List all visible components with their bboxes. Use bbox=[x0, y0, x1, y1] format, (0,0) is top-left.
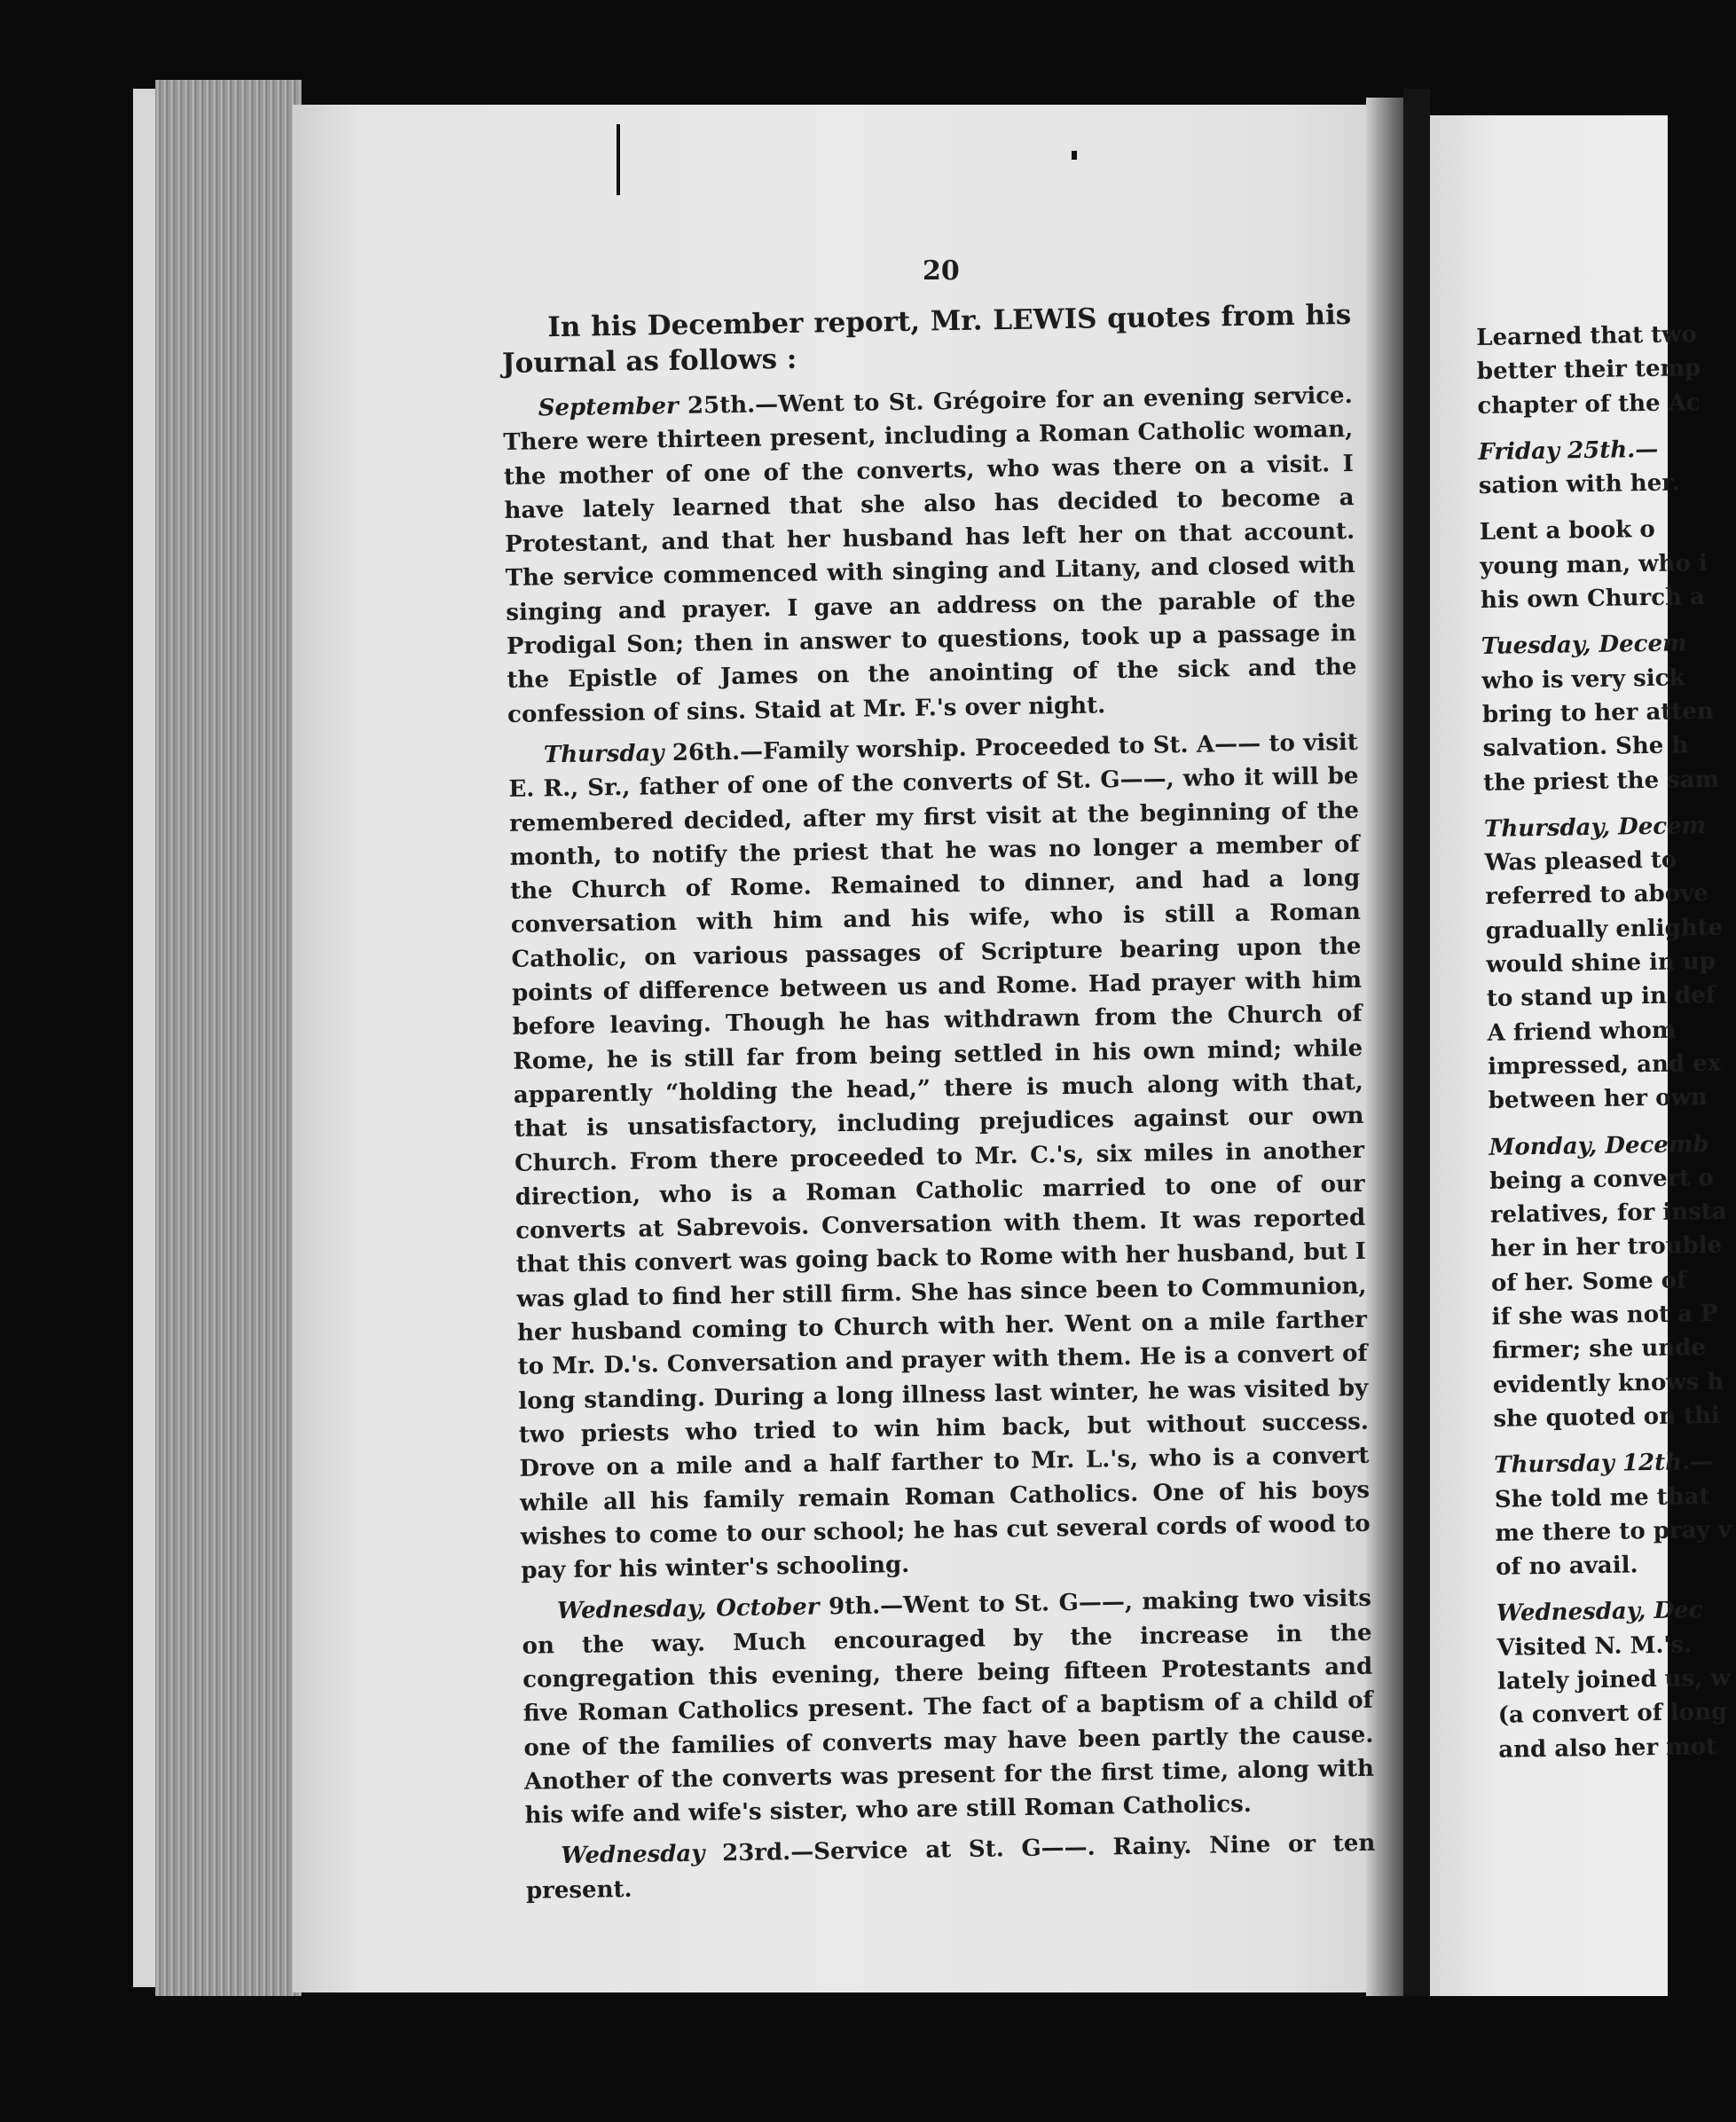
right-page-line: Thursday, Decem bbox=[1483, 812, 1707, 843]
journal-entry bbox=[522, 1582, 1375, 1833]
right-page-line: Thursday 12th.— bbox=[1494, 1449, 1714, 1480]
right-page-line: firmer; she unde bbox=[1492, 1334, 1707, 1365]
right-page-line: referred to above bbox=[1484, 880, 1709, 911]
left-page-text bbox=[501, 297, 1376, 1915]
right-page-line: his own Church a bbox=[1480, 584, 1706, 615]
right-page-line: between her own bbox=[1488, 1084, 1708, 1115]
right-page-line: Wednesday, Dec bbox=[1496, 1597, 1703, 1628]
right-page-line: me there to pray v bbox=[1495, 1516, 1732, 1547]
right-page-line: being a convert o bbox=[1489, 1164, 1714, 1195]
stray-mark bbox=[1072, 151, 1077, 160]
entry-date: Wednesday bbox=[561, 1841, 705, 1870]
right-page-line: Tuesday, Decem bbox=[1481, 630, 1687, 661]
right-page-line: bring to her atten bbox=[1481, 697, 1714, 728]
journal-entry bbox=[525, 1827, 1376, 1908]
right-page-line: chapter of the Ac bbox=[1477, 389, 1701, 420]
right-page-line: if she was not a P bbox=[1491, 1300, 1718, 1331]
entry-date: September bbox=[538, 392, 679, 422]
right-page-line: (a convert of long bbox=[1497, 1699, 1728, 1730]
right-page-line: Was pleased to bbox=[1484, 846, 1677, 877]
right-page-line: to stand up in def bbox=[1486, 982, 1716, 1013]
right-page-line: evidently knows h bbox=[1492, 1368, 1724, 1399]
right-page-line: lately joined us, w bbox=[1496, 1664, 1731, 1695]
right-page-line: Lent a book o bbox=[1479, 516, 1655, 546]
right-page-line: Learned that two bbox=[1476, 321, 1698, 351]
right-page-line: She told me that bbox=[1494, 1482, 1710, 1513]
stray-mark bbox=[617, 124, 620, 195]
right-page-text bbox=[1476, 318, 1730, 1767]
entry-text: 9th.—Went to St. G——, making two visits on the way. Much encouraged by the increase in the congregation this evening, there being fifteen Protestants and five Roman Catholics present. The fact of a baptism of a child of one of the families of converts may have been partly the cause. Another of the converts was present for the first time, along with his wife and wife's sister, who are still Roman Catholics. bbox=[522, 1585, 1375, 1829]
right-page-line: who is very sick bbox=[1481, 664, 1685, 695]
entry-text: 25th.—Went to St. Grégoire for an evening service. There were thirteen present, including a Roman Catholic woman, the mother of one of the converts, who was there on a visit. I have lately learned that she also has decided to become a Protestant, and that her husband has left her on that account. The service commenced with singing and Litany, and closed with singing and prayer. I gave an address on the parable of the Prodigal Son; then in answer to questions, took up a passage in the Epistle of James on the anointing of the sick and the confession of sins. Staid at Mr. F.'s over night. bbox=[503, 381, 1357, 728]
right-page-line: her in her trouble bbox=[1490, 1232, 1723, 1263]
page-stack-edges bbox=[155, 80, 302, 1996]
right-page-line: would shine in up bbox=[1486, 947, 1716, 978]
book-spine bbox=[1403, 89, 1430, 1996]
right-page-line: sation with her. bbox=[1478, 469, 1680, 500]
right-page-line: Monday, Decemb bbox=[1489, 1130, 1709, 1161]
journal-entry bbox=[502, 379, 1357, 732]
right-page-line: of her. Some of bbox=[1490, 1267, 1687, 1297]
right-page-line: impressed, and ex bbox=[1487, 1049, 1722, 1081]
right-page-line: better their temp bbox=[1476, 355, 1701, 386]
journal-entry bbox=[508, 726, 1371, 1588]
right-page-line: the priest the sam bbox=[1482, 766, 1720, 797]
page-number: 20 bbox=[923, 255, 960, 287]
report-intro: In his December report, Mr. LEWIS quotes from his Journal as follows : bbox=[501, 298, 1352, 380]
entry-date: Wednesday, October bbox=[556, 1593, 820, 1625]
right-page-line: of no avail. bbox=[1495, 1552, 1638, 1581]
right-page-line: relatives, for insta bbox=[1489, 1198, 1727, 1229]
entry-text: 26th.—Family worship. Proceeded to St. A—— to visit E. R., Sr., father of one of the converts of St. G——, who it will be remembered decided, after my first visit at the beginning of the month, to notify the priest that he was no longer a member of the Church of Rome. Remained to dinner, and had a long conversation with him and his wife, who is still a Roman Catholic, on various passages of Scripture bearing upon the points of difference between us and Rome. Had prayer with him before leaving. Though he has withdrawn from the Church of Rome, he is still far from being settled in his own mind; while apparently “holding the head,” there is much along with that, that is unsatisfactory, including prejudices against our own Church. From there proceeded to Mr. C.'s, six miles in another direction, who is a Roman Catholic married to one of our converts at Sabrevois. Conversation with them. It was reported that this convert was going back to Rome with her husband, but I was glad to find her still firm. She has since been to Communion, her husband coming to Church with her. Went on a mile farther to Mr. D.'s. Conversation and prayer with them. He is a convert of long standing. During a long illness last winter, he was visited by two priests who tried to win him back, but without success. Drove on a mile and a half farther to Mr. L.'s, who is a convert while all his family remain Roman Catholics. One of his boys wishes to come to our school; he has cut several cords of wood to pay for his winter's schooling. bbox=[508, 728, 1371, 1584]
right-page-line: salvation. She h bbox=[1482, 732, 1689, 763]
right-page-line: young man, who i bbox=[1480, 549, 1708, 580]
entry-date: Thursday bbox=[543, 740, 664, 769]
right-page-line: she quoted on thi bbox=[1493, 1402, 1721, 1433]
right-page-line: Friday 25th.— bbox=[1478, 436, 1659, 466]
right-page-line: and also her mot bbox=[1498, 1733, 1717, 1764]
right-page-line: A friend whom bbox=[1487, 1017, 1677, 1047]
right-page-line: Visited N. M.'s. bbox=[1496, 1631, 1693, 1662]
right-page-line: gradually enlighte bbox=[1485, 914, 1724, 945]
entry-text: 23rd.—Service at St. G——. Rainy. Nine or ten present. bbox=[525, 1830, 1376, 1905]
